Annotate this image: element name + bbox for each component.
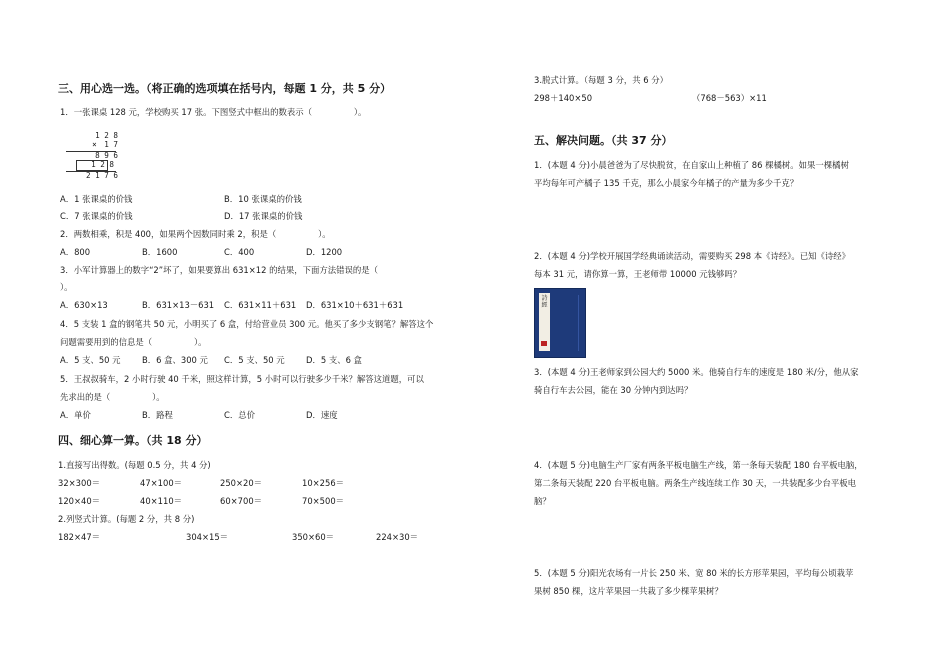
oral-calc-5: 120×40＝ — [58, 496, 101, 506]
problem-5-2-cont: 每本 31 元，请你算一算，王老师带 10000 元钱够吗？ — [534, 269, 742, 279]
vertical-multiplication — [66, 132, 118, 178]
oral-calc-8: 70×500＝ — [302, 496, 345, 506]
problem-5-4-cont2: 脑？ — [534, 496, 551, 506]
q5-option-c: C．总价 — [224, 410, 255, 420]
question-3-3-cont: ）。 — [60, 282, 73, 292]
q4-option-a: A．5 支、50 元 — [60, 355, 121, 365]
part-4-2-title: 2.列竖式计算。(每题 2 分，共 8 分) — [58, 514, 195, 524]
section-3-heading: 三、用心选一选。（将正确的选项填在括号内，每题 1 分，共 5 分） — [58, 82, 392, 95]
q4-option-c: C．5 支、50 元 — [224, 355, 285, 365]
q5-option-b: B．路程 — [142, 410, 173, 420]
vertical-row-2: × 1 7 — [92, 140, 118, 149]
vertical-row-3: 8 9 6 — [95, 151, 118, 160]
q2-option-a: A．800 — [60, 247, 91, 257]
oral-calc-3: 250×20＝ — [220, 478, 263, 488]
question-3-1: 1．一张课桌 128 元，学校购买 17 张。下图竖式中框出的数表示（ ）。 — [60, 107, 367, 117]
q4-option-d: D．5 支、6 盒 — [306, 355, 362, 365]
section-5-heading: 五、解决问题。（共 37 分） — [534, 134, 673, 147]
q1-option-a: A．1 张课桌的价钱 — [60, 194, 133, 204]
book-seal — [541, 341, 547, 346]
book-title: 詩經 — [541, 295, 548, 309]
q1-option-c: C．7 张课桌的价钱 — [60, 211, 133, 221]
question-3-3: 3．小军计算器上的数字“2”坏了，如果要算出 631×12 的结果，下面方法错误的是（ — [60, 265, 378, 275]
problem-5-2: 2．(本题 4 分)学校开展国学经典诵读活动，需要购买 298 本《诗经》。已知《诗经》 — [534, 251, 851, 261]
vertical-calc-2: 304×15＝ — [186, 532, 229, 542]
mixed-calc-1: 298＋140×50 — [534, 93, 593, 103]
q2-option-d: D．1200 — [306, 247, 343, 257]
vertical-row-5: 2 1 7 6 — [85, 171, 118, 180]
vertical-calc-1: 182×47＝ — [58, 532, 101, 542]
question-3-2: 2．两数相乘，积是 400，如果两个因数同时乘 2，积是（ ）。 — [60, 229, 331, 239]
oral-calc-7: 60×700＝ — [220, 496, 263, 506]
vertical-row-1: 1 2 8 — [95, 131, 118, 140]
oral-calc-2: 47×100＝ — [140, 478, 183, 488]
question-3-5: 5．王叔叔骑车，2 小时行驶 40 千米，照这样计算，5 小时可以行驶多少千米？解答这道题，可以 — [60, 374, 424, 384]
problem-5-4: 4．(本题 5 分)电脑生产厂家有两条平板电脑生产线，第一条每天装配 180 台平板电脑， — [534, 460, 863, 470]
q2-option-c: C．400 — [224, 247, 255, 257]
mixed-calc-2: （768－563）×11 — [692, 93, 767, 103]
book-image — [534, 288, 586, 358]
q5-option-d: D．速度 — [306, 410, 338, 420]
problem-5-3-cont: 骑自行车去公园，能在 30 分钟内到达吗？ — [534, 385, 693, 395]
vertical-row-4-boxed: 1 2 8 — [91, 160, 114, 169]
problem-5-5-cont: 果树 850 棵，这片苹果园一共栽了多少棵苹果树？ — [534, 586, 723, 596]
oral-calc-1: 32×300＝ — [58, 478, 101, 488]
section-4-heading: 四、细心算一算。（共 18 分） — [58, 434, 208, 447]
q3-option-a: A．630×13 — [60, 300, 108, 310]
problem-5-1: 1．(本题 4 分)小晨爸爸为了尽快脱贫，在自家山上种植了 86 棵橘树。如果一棵橘树 — [534, 160, 849, 170]
q3-option-d: D．631×10＋631＋631 — [306, 300, 404, 310]
problem-5-3: 3．(本题 4 分)王老师家到公园大约 5000 米。他骑自行车的速度是 180 米/分，他从家 — [534, 367, 859, 377]
question-3-4: 4．5 支装 1 盒的钢笔共 50 元，小明买了 6 盒，付给营业员 300 元。他买了多少支钢笔？解答这个 — [60, 319, 434, 329]
question-3-4-cont: 问题需要用到的信息是（ ）。 — [60, 337, 207, 347]
highlight-box — [76, 160, 108, 171]
q1-option-d: D．17 张课桌的价钱 — [224, 211, 303, 221]
book-binding-line — [578, 295, 579, 351]
q4-option-b: B．6 盒、300 元 — [142, 355, 208, 365]
problem-5-1-cont: 平均每年可产橘子 135 千克，那么小晨家今年橘子的产量为多少千克？ — [534, 178, 799, 188]
part-4-3-title: 3.脱式计算。（每题 3 分，共 6 分） — [534, 75, 668, 85]
question-3-5-cont: 先求出的是（ ）。 — [60, 392, 165, 402]
oral-calc-4: 10×256＝ — [302, 478, 345, 488]
q1-option-b: B．10 张课桌的价钱 — [224, 194, 302, 204]
q2-option-b: B．1600 — [142, 247, 178, 257]
oral-calc-6: 40×110＝ — [140, 496, 183, 506]
vertical-calc-4: 224×30＝ — [376, 532, 419, 542]
q3-option-c: C．631×11＋631 — [224, 300, 297, 310]
q3-option-b: B．631×13－631 — [142, 300, 215, 310]
problem-5-5: 5．(本题 5 分)阳光农场有一片长 250 米、宽 80 米的长方形苹果园，平均每公顷栽苹 — [534, 568, 854, 578]
q5-option-a: A．单价 — [60, 410, 91, 420]
problem-5-4-cont: 第二条每天装配 220 台平板电脑。两条生产线连续工作 30 天，一共装配多少台平板电 — [534, 478, 857, 488]
vertical-calc-3: 350×60＝ — [292, 532, 335, 542]
part-4-1-title: 1.直接写出得数。(每题 0.5 分，共 4 分) — [58, 460, 211, 470]
